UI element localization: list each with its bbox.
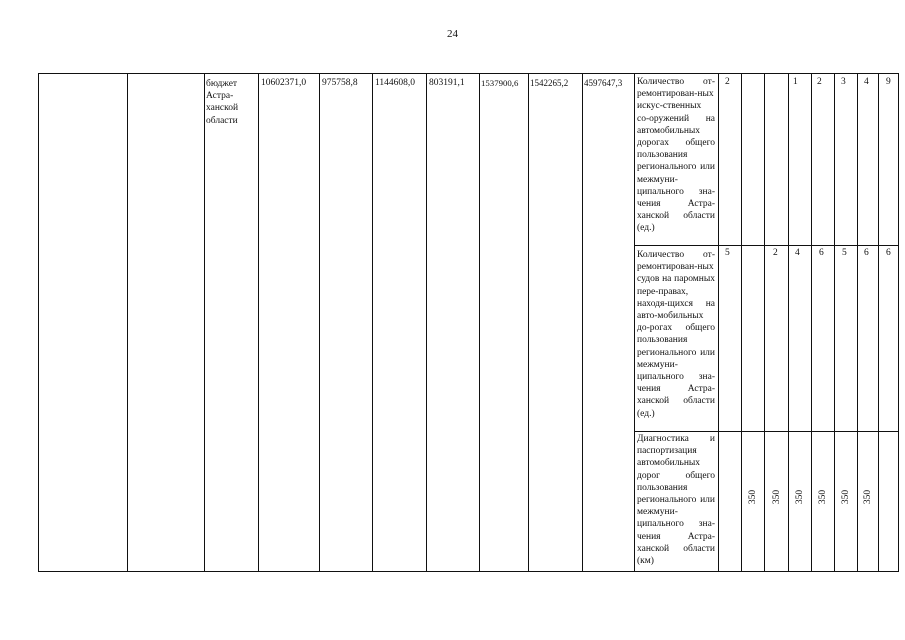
- indicator-value: 9: [886, 77, 891, 87]
- column-divider: [788, 74, 789, 571]
- indicator-value: 4: [795, 248, 800, 258]
- column-divider: [718, 74, 719, 571]
- indicator-value: 6: [864, 248, 869, 258]
- column-divider: [372, 74, 373, 571]
- column-divider: [878, 74, 879, 571]
- indicator-value: 5: [842, 248, 847, 258]
- indicator-value: 350: [841, 489, 851, 505]
- funding-year-2: 1144608,0: [375, 78, 416, 88]
- funding-year-3: 803191,1: [429, 78, 465, 88]
- funding-total: 10602371,0: [261, 78, 307, 88]
- column-divider: [479, 74, 480, 571]
- column-divider: [528, 74, 529, 571]
- column-divider: [857, 74, 858, 571]
- column-divider: [834, 74, 835, 571]
- indicator-structures: Количество от-ремонтирован-ных искус-ственных со-оружений на автомобильных дорогах общего пользования регионального или межмуни-ципального зна-чения Астра-ханской области (ед.): [637, 77, 715, 234]
- indicator-value: 2: [773, 248, 778, 258]
- indicator-value: 2: [725, 77, 730, 87]
- indicator-value: 5: [725, 248, 730, 258]
- row-divider: [634, 431, 898, 432]
- column-divider: [319, 74, 320, 571]
- indicator-value: 350: [863, 489, 873, 505]
- row-divider: [634, 245, 898, 246]
- indicator-value: 350: [795, 489, 805, 505]
- column-divider: [258, 74, 259, 571]
- indicator-value: 4: [864, 77, 869, 87]
- indicator-value: 3: [841, 77, 846, 87]
- funding-year-6: 4597647,3: [584, 78, 623, 88]
- column-divider: [634, 74, 635, 571]
- indicator-value: 1: [793, 77, 798, 87]
- column-divider: [582, 74, 583, 571]
- page-number: 24: [447, 28, 458, 40]
- column-divider: [127, 74, 128, 571]
- indicator-diagnostics: Диагностика и паспортизация автомобильных дорог общего пользования регионального или межмуни-ципального зна-чения Астра-ханской области (км): [637, 434, 715, 567]
- indicator-ferry-vessels: Количество от-ремонтирован-ных судов на паромных пере-правах, находя-щихся на авто-мобильных до-рогах общего пользования регионального или межмуни-ципального зна-чения Астра-ханской области (ед.): [637, 250, 715, 419]
- column-divider: [204, 74, 205, 571]
- budget-table: [38, 73, 899, 572]
- funding-source: бюджет Астра-ханской области: [206, 79, 239, 126]
- funding-year-5: 1542265,2: [530, 78, 569, 88]
- column-divider: [426, 74, 427, 571]
- indicator-value: 350: [818, 489, 828, 505]
- indicator-value: 350: [748, 489, 758, 505]
- funding-year-4: 1537900,6: [481, 78, 519, 88]
- funding-year-1: 975758,8: [322, 78, 358, 88]
- indicator-value: 350: [772, 489, 782, 505]
- indicator-value: 6: [819, 248, 824, 258]
- column-divider: [811, 74, 812, 571]
- indicator-value: 6: [886, 248, 891, 258]
- indicator-value: 2: [817, 77, 822, 87]
- column-divider: [764, 74, 765, 571]
- column-divider: [741, 74, 742, 571]
